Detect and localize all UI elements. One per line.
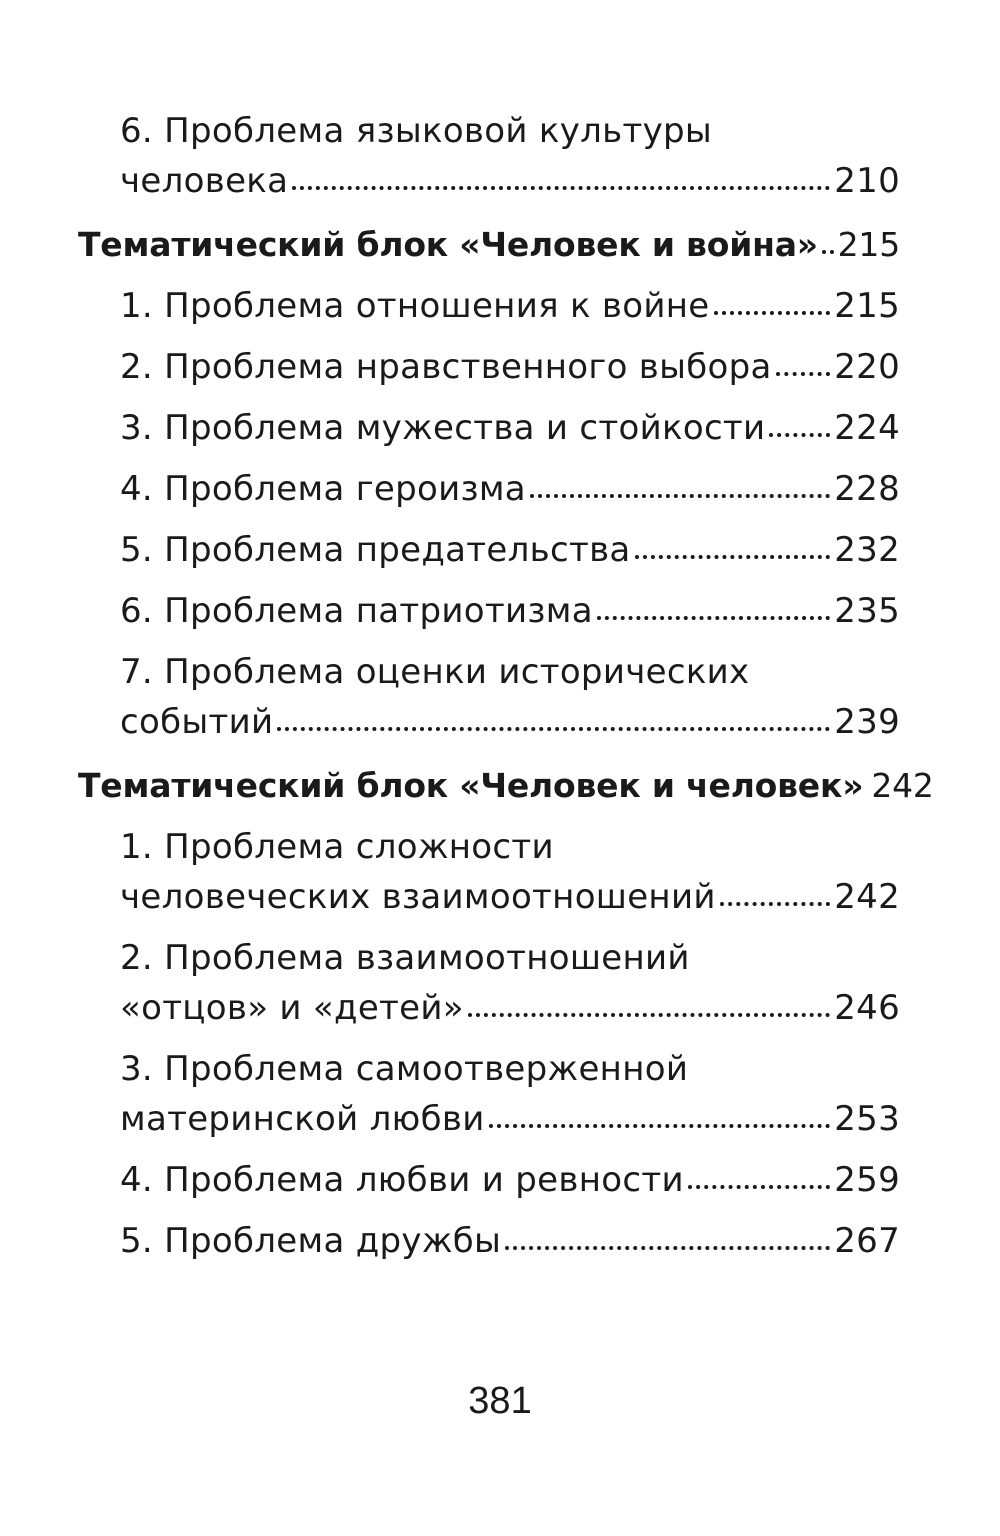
toc-entry-title-line1: 6. Проблема языковой культуры bbox=[120, 111, 713, 151]
toc-entry-page: 267 bbox=[834, 1221, 900, 1261]
toc-entry-title: 3. Проблема мужества и стойкости bbox=[120, 408, 766, 448]
dot-leader bbox=[714, 283, 831, 317]
toc-entry-row bbox=[120, 281, 900, 331]
dot-leader bbox=[635, 527, 831, 561]
toc-entry-title-line1: 2. Проблема взаимоотношений bbox=[120, 938, 690, 978]
toc-block-title: Тематический блок «Человек и человек» bbox=[78, 766, 864, 805]
dot-leader bbox=[776, 344, 831, 378]
toc-entry-title: материнской любви bbox=[120, 1099, 485, 1139]
dot-leader bbox=[530, 466, 830, 500]
toc-entry bbox=[78, 525, 900, 575]
toc-entry-title: «отцов» и «детей» bbox=[120, 988, 464, 1028]
toc-entry bbox=[78, 933, 900, 1033]
dot-leader bbox=[720, 874, 830, 908]
toc-entry-row bbox=[120, 525, 900, 575]
toc-entry-page: 215 bbox=[834, 286, 900, 326]
toc-entry bbox=[78, 464, 900, 514]
toc-entry-page: 232 bbox=[834, 530, 900, 570]
dot-leader bbox=[688, 1157, 830, 1191]
toc-entry-row bbox=[78, 220, 900, 270]
toc-entry-title: человека bbox=[120, 161, 289, 201]
toc-entry-title: 2. Проблема нравственного выбора bbox=[120, 347, 772, 387]
toc-entry-page: 215 bbox=[837, 225, 900, 264]
toc-entry-title-line1: 1. Проблема сложности bbox=[120, 827, 554, 867]
toc-entry-page: 242 bbox=[834, 877, 900, 917]
toc-entry bbox=[78, 281, 900, 331]
toc-entry-title: 1. Проблема отношения к войне bbox=[120, 286, 710, 326]
dot-leader bbox=[769, 405, 830, 439]
toc-entry-page: 235 bbox=[834, 591, 900, 631]
toc-entry-page: 239 bbox=[834, 702, 900, 742]
toc-entry bbox=[78, 403, 900, 453]
toc-block-heading bbox=[78, 761, 934, 811]
toc-entry-row bbox=[120, 697, 900, 747]
toc-entry-title: событий bbox=[120, 702, 274, 742]
toc-entry-title: 6. Проблема патриотизма bbox=[120, 591, 593, 631]
toc-entry bbox=[78, 586, 900, 636]
toc-entry-row bbox=[78, 761, 934, 811]
toc-entry-title-line1: 7. Проблема оценки исторических bbox=[120, 652, 750, 692]
toc-entry bbox=[78, 1155, 900, 1205]
toc-entry-row bbox=[120, 1094, 900, 1144]
toc-block-title: Тематический блок «Человек и война» bbox=[78, 225, 818, 264]
toc-entry-page: 224 bbox=[834, 408, 900, 448]
toc-entry bbox=[78, 647, 900, 747]
toc-entry-row bbox=[120, 342, 900, 392]
toc-entry-title: 5. Проблема предательства bbox=[120, 530, 631, 570]
toc-entry-row bbox=[120, 983, 900, 1033]
toc-entry-row bbox=[120, 872, 900, 922]
dot-leader bbox=[597, 588, 830, 622]
toc-entry-title: 4. Проблема любви и ревности bbox=[120, 1160, 684, 1200]
toc-entry-row bbox=[120, 586, 900, 636]
toc-entry-page: 228 bbox=[834, 469, 900, 509]
toc-entry-row bbox=[120, 464, 900, 514]
toc-entry bbox=[78, 1216, 900, 1266]
toc-entry-page: 246 bbox=[834, 988, 900, 1028]
dot-leader bbox=[468, 985, 830, 1019]
dot-leader bbox=[489, 1096, 831, 1130]
toc-entry bbox=[78, 106, 900, 206]
toc-entry bbox=[78, 342, 900, 392]
dot-leader bbox=[822, 223, 834, 256]
page-number: 381 bbox=[468, 1380, 532, 1422]
dot-leader bbox=[505, 1218, 830, 1252]
toc-entry-page: 220 bbox=[834, 347, 900, 387]
toc-entry-page: 253 bbox=[834, 1099, 900, 1139]
dot-leader bbox=[277, 699, 830, 733]
toc-entry-row bbox=[120, 156, 900, 206]
toc-entry bbox=[78, 1044, 900, 1144]
dot-leader bbox=[292, 158, 830, 192]
toc-entry-page: 242 bbox=[871, 766, 934, 805]
toc-entry-title: 5. Проблема дружбы bbox=[120, 1221, 502, 1261]
table-of-contents bbox=[78, 106, 934, 1277]
toc-entry-title: человеческих взаимоотношений bbox=[120, 877, 716, 917]
toc-entry-page: 210 bbox=[834, 161, 900, 201]
toc-entry bbox=[78, 822, 900, 922]
toc-block-heading bbox=[78, 220, 900, 270]
toc-entry-page: 259 bbox=[834, 1160, 900, 1200]
toc-entry-title: 4. Проблема героизма bbox=[120, 469, 526, 509]
toc-entry-title-line1: 3. Проблема самоотверженной bbox=[120, 1049, 689, 1089]
toc-entry-row bbox=[120, 1155, 900, 1205]
toc-entry-row bbox=[120, 403, 900, 453]
toc-entry-row bbox=[120, 1216, 900, 1266]
